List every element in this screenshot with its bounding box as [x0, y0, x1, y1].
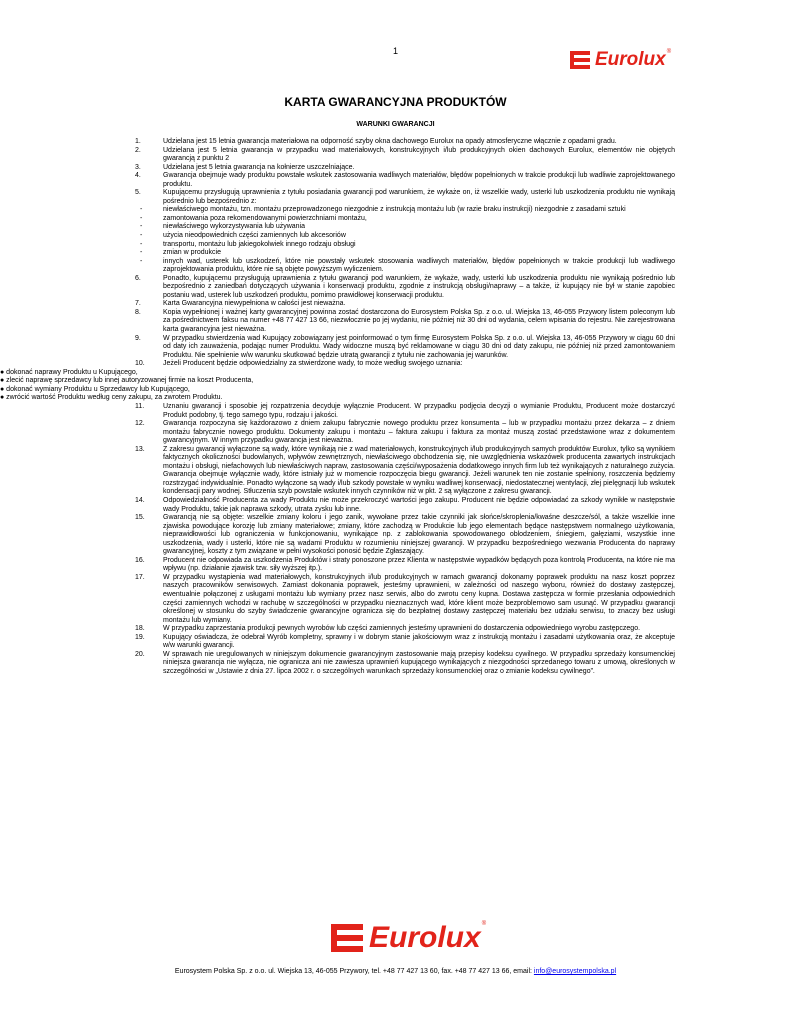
clause-number: 20. — [135, 650, 145, 658]
clause-text: Udzielana jest 15 letnia gwarancja materiałowa na odporność szyby okna dachowego Eurolux na opady atmosferyczne włącznie z opadami gradu. — [163, 138, 617, 145]
clause-text: W sprawach nie uregulowanych w niniejszym dokumencie gwarancyjnym zastosowanie mają przepisy kodeksu cywilnego. W przypadku sprzedaży konsumenckiej niniejsza gwarancja nie wyłącza, nie ogranicza ani nie zawiesza uprawnień kupującego wynikających z niezgodności sprzedanego towaru z umową, określonych w szczególności w „Ustawie z dnia 27. lipca 2002 r. o szczególnych warunkach sprzedaży konsumenckiej oraz o zmianie kodeksu cywilnego”. — [163, 650, 675, 675]
clause-number: 9. — [135, 334, 141, 342]
clause-text: Z zakresu gwarancji wyłączone są wady, które wynikają nie z wad materiałowych, konstrukcyjnych i/lub produkcyjnych samych produktów Eurolux, tylko są wynikiem faktycznych okoliczności budowlanych, wpływów zewnętrznych, niewłaściwego obchodzenia się, nie uwzględnienia wskazówek producenta zawartych instrukcjach montażu i obsługi, niefachowych lub niewłaściwych napraw, zastosowania części/wyposażenia dodatkowego innych firm lub też wynikających z naturalnego zużycia. Gwarancja obejmuje wyłącznie wady, które istniały już w momencie rozpoczęcia biegu gwarancji. Jeżeli warunek ten nie zostanie spełniony, roszczenia będziemy rozstrzygać indywidualnie. Ponadto wyłączone są wady i/lub szkody powstałe w wyniku wadliwej konserwacji, niedostatecznej wentylacji, złej pielęgnacji lub wskutek kondensacji pary wodnej. Stłuczenia szyb powstałe wskutek innych czynników niż w pkt. 2 są wyłączone z zakresu gwarancji. — [163, 445, 675, 496]
clause-subitem — [115, 232, 675, 241]
clause — [115, 138, 675, 147]
clause-number: 15. — [135, 514, 145, 522]
clause-subitem — [115, 215, 675, 224]
document-title: KARTA GWARANCYJNA PRODUKTÓW — [284, 95, 507, 109]
clause-text: Udzielana jest 5 letnia gwarancja w przypadku wad materiałowych, konstrukcyjnych i/lub produkcyjnych okien dachowych Eurolux, elementów nie objętych gwarancją z punktu 2 — [163, 146, 675, 163]
clause-dash: - — [140, 223, 143, 231]
eurolux-logo-footer — [331, 921, 486, 955]
clause — [115, 446, 675, 497]
clause — [115, 360, 675, 369]
clause — [115, 634, 675, 651]
clause — [115, 309, 675, 335]
clause-number: 4. — [135, 172, 141, 180]
clause-subitem — [115, 249, 675, 258]
clause-text: Kupujący oświadcza, że odebrał Wyrób kompletny, sprawny i w dobrym stanie jakościowym wraz z instrukcją montażu i zasadami użytkowania oraz, że akceptuje w/w warunki gwarancji. — [163, 633, 675, 650]
clause-text: zamontowania poza rekomendowanymi powierzchniami montażu, — [163, 214, 367, 222]
remedy-bullets — [0, 369, 560, 403]
clause-subitem — [115, 206, 675, 215]
clause — [115, 172, 675, 189]
clause-number: 5. — [135, 189, 141, 197]
clause-number: 17. — [135, 573, 145, 581]
clause-dash: - — [140, 249, 143, 257]
clause-number: 18. — [135, 625, 145, 633]
clause-text: Udzielana jest 5 letnia gwarancja na kołnierze uszczelniające. — [163, 163, 355, 171]
clause-text: Odpowiedzialność Producenta za wady Produktu nie może przekroczyć wartości jego zakupu. Producent nie będzie odpowiadać za szkody wynikłe w następstwie wady Produktu, takie jak naprawa szkody, utrata zysku lub inne. — [163, 496, 675, 513]
eurolux-logo — [570, 49, 671, 71]
footer-email-link[interactable]: info@eurosystempolska.pl — [533, 968, 617, 975]
clause-text: Uznaniu gwarancji i sposobie jej rozpatrzenia decyduje wyłącznie Producent. W przypadku podjęcia decyzji o wymianie Produktu, Producent może dostarczyć Produkt podobny, tj. tego samego typu, rodzaju i jakości. — [163, 402, 675, 419]
eurolux-mark-icon — [570, 51, 592, 69]
clause — [115, 625, 675, 634]
clause-text: Gwarancją nie są objęte: wszelkie zmiany koloru i jego zanik, wywołane przez takie czynniki jak słońce/skroplenia/kwaśne deszcze/sól, a także wszelkie inne zjawiska powodujące korozję lub zmiany materiałowe; zmiany, które zachodzą w Produkcie lub jego elementach będące następstwem normalnego użytkowania, nieprawidłowości lub ograniczenia w funkcjonowaniu, wynikające np. z zablokowania spowodowanego oblodzeniem, śniegiem, gałęziami, wszystkie inne uszkodzenia, wady i usterki, które nie są wadami Produktu w rozumieniu niniejszej gwarancji. W przypadku bezpośredniego wezwania Producenta do naprawy gwarancyjnej, koszty z tym związane w pełni wysokości ponosić będzie Zgłaszający. — [163, 514, 675, 556]
clause-text: Karta Gwarancyjna niewypełniona w całości jest nieważna. — [163, 300, 346, 308]
clause-text: W przypadku zaprzestania produkcji pewnych wyrobów lub części zamiennych jesteśmy uprawnieni do dostarczenia odpowiedniego wyrobu zastępczego. — [163, 625, 641, 633]
clause-text: Ponadto, kupującemu przysługują uprawnienia z tytułu gwarancji pod warunkiem, że wykaże, wady, usterki lub uszkodzenia produktu nie wynikają pośrednio lub bezpośrednio z zaniedbań dotyczących używania i konserwacji produktu, zgodnie z instrukcją obsługi/naprawy – a także, iż kupujący nie był w stanie zapobiec postaniu wad, usterek lub uszkodzeń produktu, pomimo prawidłowej konserwacji produktu. — [163, 274, 675, 299]
remedy-bullet: ● dokonać wymiany Produktu u Sprzedawcy lub Kupującego, — [0, 385, 190, 393]
clause-text: Kupującemu przysługują uprawnienia z tytułu posiadania gwarancji pod warunkiem, że wykaże on, iż wszelkie wady, usterki lub uszkodzenia produktu nie wynikają pośrednio lub bezpośrednio z: — [163, 189, 675, 205]
clause — [115, 335, 675, 361]
clause-text: Jeżeli Producent będzie odpowiedzialny za stwierdzone wady, to może według swojego uznania: — [163, 360, 463, 368]
registered-mark: ® — [481, 921, 487, 927]
clause-number: 12. — [135, 420, 145, 428]
clause-number: 3. — [135, 163, 141, 171]
clause-dash: - — [140, 240, 143, 248]
clause-dash: - — [140, 206, 143, 214]
clause-text: innych wad, usterek lub uszkodzeń, które nie powstały wskutek stosowania wadliwych materiałów, błędów popełnionych w trakcie produkcji lub wadliwego zaprojektowania produktu, które nie są objęte powyższym wyliczeniem. — [163, 257, 675, 274]
section-heading: WARUNKI GWARANCJI — [356, 121, 435, 128]
clause-number: 7. — [135, 300, 141, 308]
clause-number: 2. — [135, 146, 141, 154]
footer-address: Eurosystem Polska Sp. z o.o. ul. Wiejska 13, 46-055 Przywory, tel. +48 77 427 13 60, fax. +48 77 427 13 66, email: — [174, 968, 534, 975]
clause — [115, 147, 675, 164]
clause — [115, 574, 675, 625]
clause-number: 8. — [135, 308, 141, 316]
remedy-bullet: ● zlecić naprawę sprzedawcy lub innej autoryzowanej firmie na koszt Producenta, — [0, 377, 254, 385]
eurolux-mark-icon — [331, 924, 365, 952]
clause-dash: - — [140, 214, 143, 222]
clause — [115, 514, 675, 557]
clause-subitem — [115, 223, 675, 232]
registered-mark: ® — [666, 49, 672, 55]
clause-number: 19. — [135, 633, 145, 641]
clause-number: 13. — [135, 445, 145, 453]
clause-subitem — [115, 258, 675, 275]
clause — [115, 651, 675, 677]
logo-wordmark: Eurolux — [595, 49, 666, 70]
clause-text: użycia nieodpowiednich części zamiennych lub akcesoriów — [163, 232, 346, 240]
clause-number: 11. — [135, 402, 145, 410]
clause-dash: - — [140, 257, 143, 265]
clause — [115, 164, 675, 173]
clause-text: Kopia wypełnionej i ważnej karty gwarancyjnej powinna zostać dostarczona do Eurosystem Polska Sp. z o.o. ul. Wiejska 13, 46-055 Przywory listem poleconym lub za pośrednictwem faksu na numer +48 77 427 13 66, niezwłocznie po jej wydaniu, nie później niż 30 dni od wydania, celem wpisania do rejestru. Nie zarejestrowana karta gwarancyjna jest nieważna. — [163, 308, 675, 334]
clause — [115, 403, 675, 420]
clause-text: niewłaściwego montażu, tzn. montażu przeprowadzonego niezgodnie z instrukcją montażu lub (w razie braku instrukcji) niezgodnie z zasadami sztuki — [163, 206, 626, 214]
warranty-clauses — [0, 138, 675, 676]
clause-text: Gwarancja rozpoczyna się każdorazowo z dniem zakupu fabrycznie nowego produktu przez konsumenta – lub w przypadku montażu przez dekarza – z dniem montażu fabrycznie nowego produktu. Dokumenty zakupu i montażu – faktura zakupu i faktura za montaż muszą zostać przedstawione wraz z dokumentem gwarancyjnym. W innym przypadku gwarancja jest nieważna. — [163, 420, 675, 445]
clause-number: 14. — [135, 496, 145, 504]
clause — [115, 300, 675, 309]
clause-number: 10. — [135, 360, 145, 368]
clauses-part-2 — [115, 403, 675, 677]
logo-wordmark: Eurolux — [369, 921, 481, 954]
clause — [115, 275, 675, 301]
clause — [115, 189, 675, 206]
clause-text: Gwarancja obejmuje wady produktu powstałe wskutek zastosowania wadliwych materiałów, błędów popełnionych w trakcie produkcji lub wadliwie zaprojektowanego produktu. — [163, 172, 675, 188]
clause — [115, 420, 675, 446]
clauses-part-1 — [115, 138, 675, 369]
clause — [115, 557, 675, 574]
footer-contact — [0, 968, 791, 975]
clause-text: W przypadku wystąpienia wad materiałowych, konstrukcyjnych i/lub produkcyjnych w ramach gwarancji dokonamy poprawek produktu na nasz koszt poprzez naszych pracowników serwisowych. Zamiast dokonania poprawek, jesteśmy uprawnieni, w zależności od naszego wyboru, również do dostawy zastępczej, ewentualnie połączonej z usługami montażu lub wymiany przez nasz serwis, albo do zwrotu ceny kupna. Dostawa zastępcza w formie przesłania odpowiednich części zamiennych wchodzi w rachubę w szczególności w przypadku nieznacznych wad, które klient może bezproblemowo sam usunąć. W przypadku gwarancji określonej w stosunku do szyby świadczenie gwarancyjne ogranicza się do bezpłatnej dostawy zastępczej materiału bez udziału serwisu, to znaczy bez usługi montażu lub wymiany. — [163, 573, 675, 624]
clause-text: zmian w produkcie — [163, 249, 221, 257]
clause-number: 1. — [135, 138, 141, 145]
clause-number: 16. — [135, 556, 145, 564]
clause-text: transportu, montażu lub jakiegokolwiek innego rodzaju obsługi — [163, 240, 356, 248]
remedy-bullet: ● zwrócić wartość Produktu według ceny zakupu, za zwrotem Produktu. — [0, 394, 223, 402]
clause — [115, 497, 675, 514]
clause-text: Producent nie odpowiada za uszkodzenia Produktów i straty ponoszone przez Klienta w następstwie wypadków będących poza kontrolą Producenta, na które nie ma wpływu (np. działanie zjawisk tzw. siły wyższej itp.). — [163, 556, 675, 573]
clause-number: 6. — [135, 274, 141, 282]
page-number: 1 — [393, 46, 399, 56]
clause-subitem — [115, 241, 675, 250]
remedy-bullet: ● dokonać naprawy Produktu u Kupującego, — [0, 368, 138, 376]
clause-dash: - — [140, 232, 143, 240]
clause-text: W przypadku stwierdzenia wad Kupujący zobowiązany jest poinformować o tym firmę Eurosystem Polska Sp. z o.o. ul. Wiejska 13, 46-055 Przywory w ciągu 60 dni od daty ich zauważenia, podając numer Produktu. Wady widoczne muszą być reklamowane w ciągu 30 dni od daty zakupu, nie później niż przed zamontowaniem Produktu. Nie spełnienie w/w warunku skutkować będzie utratą gwarancji z tytułu nie zachowania jej warunków. — [163, 334, 675, 359]
clause-text: niewłaściwego wykorzystywania lub używania — [163, 223, 306, 231]
